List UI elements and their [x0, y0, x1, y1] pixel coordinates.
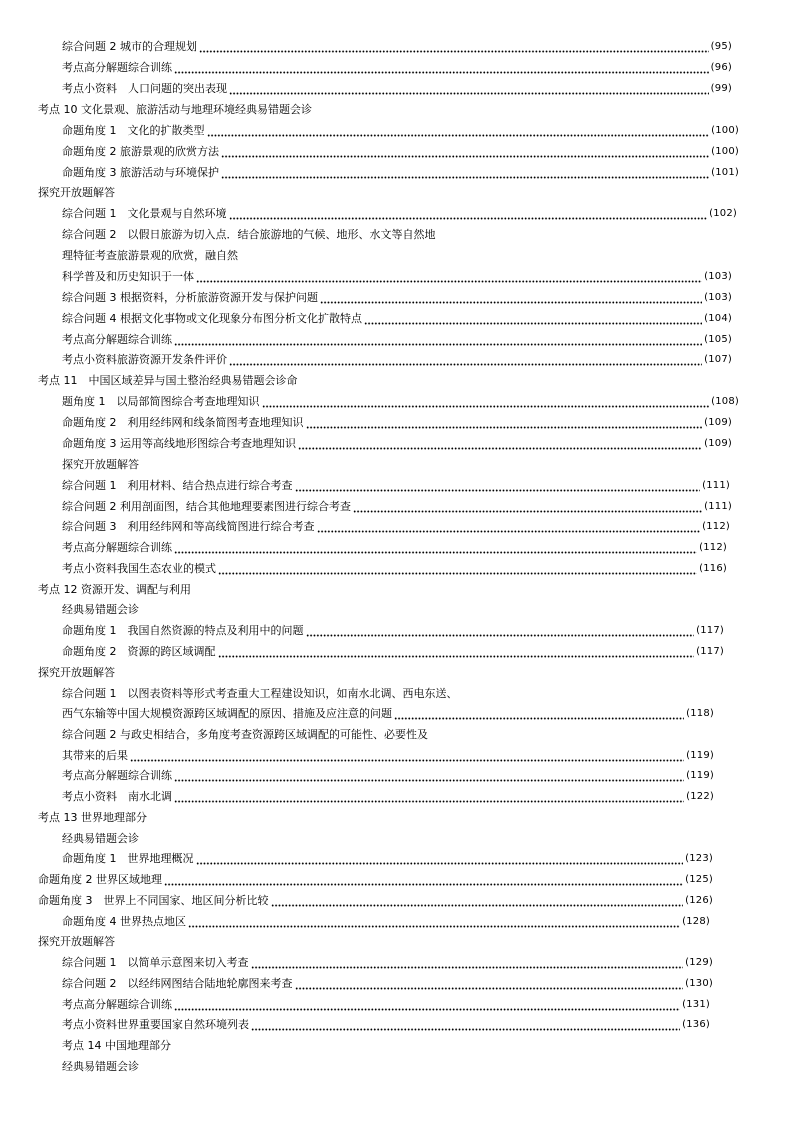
dot-leader	[295, 976, 684, 992]
toc-entry[interactable]	[62, 394, 739, 410]
toc-entry[interactable]	[62, 206, 737, 222]
toc-entry-title: 综合问题 2 城市的合理规划	[62, 40, 197, 53]
toc-entry-title: 考点高分解题综合训练	[62, 998, 172, 1011]
toc-section-heading[interactable]	[38, 102, 312, 118]
toc-section-heading[interactable]	[38, 934, 115, 950]
dot-leader	[271, 893, 684, 909]
toc-subsection-heading[interactable]	[62, 602, 139, 618]
toc-page-number: (128)	[682, 916, 710, 927]
toc-entry[interactable]	[62, 789, 714, 805]
toc-entry-title: 命题角度 1 世界地理概况	[62, 852, 194, 865]
toc-entry-title: 命题角度 2 旅游景观的欣赏方法	[62, 145, 219, 158]
dot-leader	[394, 706, 684, 722]
toc-page-number: (111)	[704, 501, 732, 512]
toc-entry[interactable]	[38, 872, 713, 888]
dot-leader	[218, 644, 695, 660]
toc-entry-continued[interactable]	[62, 686, 458, 702]
toc-entry[interactable]	[62, 436, 732, 452]
toc-page-number: (112)	[699, 542, 727, 553]
dot-leader	[353, 499, 702, 515]
dot-leader	[364, 311, 702, 327]
toc-entry[interactable]	[62, 748, 714, 764]
toc-page-number: (100)	[711, 146, 739, 157]
dot-leader	[262, 394, 710, 410]
toc-page-number: (129)	[685, 957, 713, 968]
toc-entry[interactable]	[62, 499, 732, 515]
toc-entry[interactable]	[62, 478, 730, 494]
toc-entry-title: 综合问题 1 以简单示意图来切入考查	[62, 956, 249, 969]
toc-page-number: (104)	[704, 313, 732, 324]
toc-page-number: (109)	[704, 438, 732, 449]
toc-entry-title: 理特征考查旅游景观的欣赏，融自然	[62, 249, 238, 262]
dot-leader	[229, 81, 709, 97]
dot-leader	[174, 997, 680, 1013]
toc-page-number: (125)	[685, 874, 713, 885]
toc-heading-title: 探究开放题解答	[62, 458, 139, 471]
toc-entry[interactable]	[62, 706, 714, 722]
toc-entry-title: 命题角度 2 资源的跨区域调配	[62, 645, 216, 658]
toc-entry-title: 考点小资料 南水北调	[62, 790, 172, 803]
toc-entry[interactable]	[62, 39, 732, 55]
toc-page-number: (103)	[704, 292, 732, 303]
dot-leader	[196, 269, 702, 285]
toc-entry-title: 考点小资料 人口问题的突出表现	[62, 82, 227, 95]
toc-heading-title: 经典易错题会诊	[62, 1060, 139, 1073]
toc-heading-title: 探究开放题解答	[38, 666, 115, 679]
toc-entry-title: 命题角度 1 文化的扩散类型	[62, 124, 205, 137]
toc-entry-title: 命题角度 3 世界上不同国家、地区间分析比较	[38, 894, 269, 907]
toc-page-number: (131)	[682, 999, 710, 1010]
toc-entry[interactable]	[62, 561, 727, 577]
toc-entry-title: 综合问题 2 与政史相结合，多角度考查资源跨区域调配的可能性、必要性及	[62, 728, 428, 741]
dot-leader	[174, 332, 702, 348]
toc-entry-title: 综合问题 3 根据资料，分析旅游资源开发与保护问题	[62, 291, 318, 304]
toc-page-number: (123)	[685, 853, 713, 864]
toc-entry-continued[interactable]	[62, 227, 436, 243]
dot-leader	[130, 748, 684, 764]
toc-entry[interactable]	[62, 768, 714, 784]
toc-page-number: (99)	[710, 83, 732, 94]
toc-section-heading[interactable]	[38, 582, 191, 598]
toc-section-heading[interactable]	[38, 373, 298, 389]
toc-heading-title: 经典易错题会诊	[62, 603, 139, 616]
toc-entry-title: 考点小资料旅游资源开发条件评价	[62, 353, 227, 366]
dot-leader	[174, 540, 697, 556]
toc-entry-title: 考点小资料世界重要国家自然环境列表	[62, 1018, 249, 1031]
toc-entry-title: 综合问题 1 文化景观与自然环境	[62, 207, 227, 220]
dot-leader	[199, 39, 709, 55]
toc-subsection-heading[interactable]	[62, 1059, 139, 1075]
toc-entry-title: 综合问题 3 利用经纬网和等高线简图进行综合考查	[62, 520, 315, 533]
dot-leader	[306, 623, 695, 639]
dot-leader	[251, 1017, 680, 1033]
toc-entry-title: 综合问题 2 以经纬网图结合陆地轮廓图来考查	[62, 977, 293, 990]
toc-page-number: (107)	[704, 354, 732, 365]
dot-leader	[174, 789, 684, 805]
toc-entry-title: 综合问题 4 根据文化事物或文化现象分布图分析文化扩散特点	[62, 312, 362, 325]
toc-entry[interactable]	[62, 290, 732, 306]
toc-entry[interactable]	[62, 851, 713, 867]
toc-entry[interactable]	[62, 976, 713, 992]
toc-entry-title: 命题角度 3 旅游活动与环境保护	[62, 166, 219, 179]
toc-page-number: (96)	[710, 62, 732, 73]
toc-entry-title: 科学普及和历史知识于一体	[62, 270, 194, 283]
toc-heading-title: 考点 12 资源开发、调配与利用	[38, 583, 191, 596]
toc-entry-title: 题角度 1 以局部简图综合考查地理知识	[62, 395, 260, 408]
toc-page-number: (130)	[685, 978, 713, 989]
toc-entry-title: 考点高分解题综合训练	[62, 333, 172, 346]
toc-page-number: (116)	[699, 563, 727, 574]
dot-leader	[251, 955, 684, 971]
toc-entry-title: 考点高分解题综合训练	[62, 769, 172, 782]
dot-leader	[174, 60, 709, 76]
toc-entry[interactable]	[62, 623, 724, 639]
toc-entry-title: 综合问题 2 利用剖面图，结合其他地理要素图进行综合考查	[62, 500, 351, 513]
toc-entry-title: 西气东输等中国大规模资源跨区域调配的原因、措施及应注意的问题	[62, 707, 392, 720]
dot-leader	[298, 436, 702, 452]
toc-heading-title: 探究开放题解答	[38, 935, 115, 948]
toc-page-number: (103)	[704, 271, 732, 282]
toc-entry[interactable]	[62, 123, 739, 139]
toc-heading-title: 探究开放题解答	[38, 186, 115, 199]
toc-page-number: (136)	[682, 1019, 710, 1030]
toc-page-number: (126)	[685, 895, 713, 906]
toc-page-number: (102)	[709, 208, 737, 219]
dot-leader	[174, 768, 684, 784]
toc-heading-title: 考点 10 文化景观、旅游活动与地理环境经典易错题会诊	[38, 103, 312, 116]
toc-entry[interactable]	[62, 1017, 710, 1033]
toc-section-heading[interactable]	[38, 810, 147, 826]
toc-entry-title: 命题角度 2 利用经纬网和线条简图考查地理知识	[62, 416, 304, 429]
toc-page-number: (118)	[686, 708, 714, 719]
toc-entry[interactable]	[62, 540, 727, 556]
toc-entry-title: 综合问题 1 利用材料、结合热点进行综合考查	[62, 479, 293, 492]
dot-leader	[188, 914, 680, 930]
toc-entry[interactable]	[62, 81, 732, 97]
toc-entry-title: 命题角度 3 运用等高线地形图综合考查地理知识	[62, 437, 296, 450]
toc-section-heading[interactable]	[38, 665, 115, 681]
toc-entry[interactable]	[62, 352, 732, 368]
toc-entry[interactable]	[62, 311, 732, 327]
toc-subsection-heading[interactable]	[62, 831, 139, 847]
toc-page-number: (119)	[686, 770, 714, 781]
dot-leader	[229, 352, 702, 368]
dot-leader	[317, 519, 701, 535]
toc-heading-title: 考点 11 中国区域差异与国土整治经典易错题会诊命	[38, 374, 298, 387]
toc-entry[interactable]	[62, 914, 710, 930]
toc-entry-title: 综合问题 2 以假日旅游为切入点．结合旅游地的气候、地形、水文等自然地	[62, 228, 436, 241]
toc-page-number: (100)	[711, 125, 739, 136]
toc-entry-continued[interactable]	[62, 248, 238, 264]
dot-leader	[207, 123, 710, 139]
toc-page-number: (101)	[711, 167, 739, 178]
toc-entry[interactable]	[38, 893, 713, 909]
toc-page-number: (111)	[702, 480, 730, 491]
dot-leader	[320, 290, 702, 306]
toc-entry-title: 命题角度 4 世界热点地区	[62, 915, 186, 928]
dot-leader	[221, 165, 709, 181]
toc-heading-title: 经典易错题会诊	[62, 832, 139, 845]
dot-leader	[229, 206, 708, 222]
toc-page-number: (112)	[702, 521, 730, 532]
toc-page-number: (109)	[704, 417, 732, 428]
toc-entry-title: 考点高分解题综合训练	[62, 541, 172, 554]
toc-entry[interactable]	[62, 332, 732, 348]
toc-entry-title: 其带来的后果	[62, 749, 128, 762]
toc-section-heading[interactable]	[38, 185, 115, 201]
toc-section-heading[interactable]	[62, 1038, 171, 1054]
toc-entry[interactable]	[62, 519, 730, 535]
dot-leader	[295, 478, 701, 494]
toc-page-number: (105)	[704, 334, 732, 345]
toc-entry-continued[interactable]	[62, 727, 428, 743]
toc-page-number: (117)	[696, 625, 724, 636]
toc-entry-title: 命题角度 1 我国自然资源的特点及利用中的问题	[62, 624, 304, 637]
toc-entry-title: 综合问题 1 以图表资料等形式考查重大工程建设知识，如南水北调、西电东送、	[62, 687, 458, 700]
toc-section-heading[interactable]	[62, 457, 139, 473]
toc-entry[interactable]	[62, 955, 713, 971]
toc-page-number: (108)	[711, 396, 739, 407]
toc-page-number: (117)	[696, 646, 724, 657]
toc-page-number: (122)	[686, 791, 714, 802]
dot-leader	[221, 144, 709, 160]
toc-entry[interactable]	[62, 997, 710, 1013]
toc-entry[interactable]	[62, 269, 732, 285]
toc-entry-title: 考点高分解题综合训练	[62, 61, 172, 74]
toc-page-number: (95)	[710, 41, 732, 52]
dot-leader	[306, 415, 703, 431]
dot-leader	[196, 851, 684, 867]
toc-entry-title: 考点小资料我国生态农业的模式	[62, 562, 216, 575]
toc-entry[interactable]	[62, 60, 732, 76]
toc-entry-title: 命题角度 2 世界区域地理	[38, 873, 162, 886]
toc-heading-title: 考点 13 世界地理部分	[38, 811, 147, 824]
dot-leader	[164, 872, 683, 888]
dot-leader	[218, 561, 697, 577]
toc-entry[interactable]	[62, 415, 732, 431]
toc-entry[interactable]	[62, 644, 724, 660]
toc-entry[interactable]	[62, 165, 739, 181]
toc-entry[interactable]	[62, 144, 739, 160]
toc-heading-title: 考点 14 中国地理部分	[62, 1039, 171, 1052]
toc-page-number: (119)	[686, 750, 714, 761]
